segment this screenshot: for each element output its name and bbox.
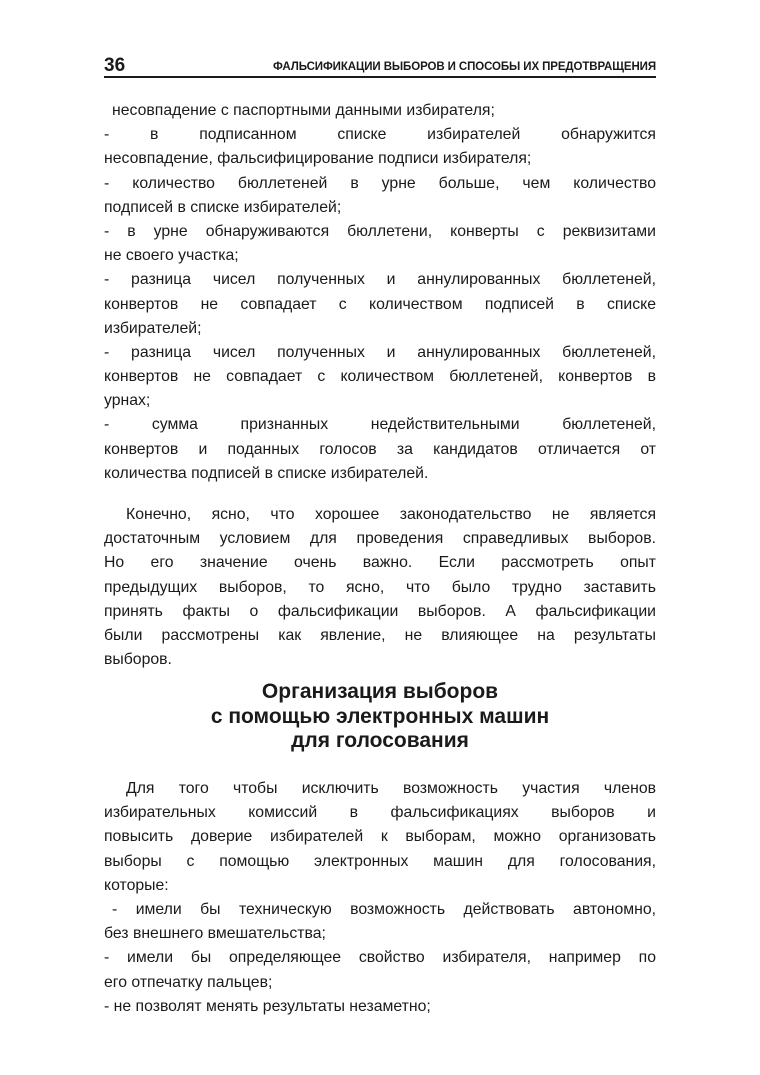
text-line: конвертов не совпадает с количеством подписей в списке	[104, 295, 656, 313]
text-line: принять факты о фальсификации выборов. А фальсификации	[104, 602, 656, 620]
text-line: избирательных комиссий в фальсификациях выборов и	[104, 804, 656, 822]
text-line: несовпадение, фальсифицирование подписи избирателя;	[104, 150, 532, 168]
text-line: Но его значение очень важно. Если рассмотреть опыт	[104, 554, 656, 572]
text-line: выборов.	[104, 651, 172, 669]
text-line: конвертов не совпадает с количеством бюллетеней, конвертов в	[104, 368, 656, 386]
text-line: - имели бы техническую возможность действовать автономно,	[112, 900, 656, 918]
text-line: были рассмотрены как явление, не влияющее на результаты	[104, 626, 656, 644]
text-line: выборы с помощью электронных машин для голосования,	[104, 852, 656, 870]
text-line: - имели бы определяющее свойство избирателя, например по	[104, 949, 656, 967]
text-line: - в подписанном списке избирателей обнаружится	[104, 126, 656, 144]
list-block	[104, 99, 656, 486]
text-line: без внешнего вмешательства;	[104, 925, 326, 943]
page-header	[104, 56, 656, 78]
text-line: - сумма признанных недействительными бюллетеней,	[104, 416, 656, 434]
text-line: повысить доверие избирателей к выборам, можно организовать	[104, 828, 656, 846]
heading-line: Организация выборов	[261, 680, 499, 703]
text-line: Конечно, ясно, что хорошее законодательство не является	[126, 506, 656, 523]
text-line: избирателей;	[104, 319, 202, 337]
text-line: количества подписей в списке избирателей.	[104, 464, 429, 482]
text-line: - в урне обнаруживаются бюллетени, конверты с реквизитами	[104, 222, 656, 240]
paragraph-2	[104, 777, 656, 1019]
paragraph-1	[104, 503, 656, 672]
text-line: не своего участка;	[104, 247, 239, 265]
text-line: несовпадение с паспортными данными избирателя;	[112, 102, 495, 119]
text-line: достаточным условием для проведения справедливых выборов.	[104, 530, 656, 548]
heading-line: с помощью электронных машин	[210, 704, 550, 728]
text-line: его отпечатку пальцев;	[104, 973, 273, 991]
text-line: - не позволят менять результаты незаметно;	[104, 997, 431, 1015]
text-line: подписей в списке избирателей;	[104, 198, 342, 216]
header-rule	[104, 76, 656, 78]
text-line: предыдущих выборов, то ясно, что было трудно заставить	[104, 578, 656, 596]
text-line: которые:	[104, 876, 169, 894]
section-heading	[104, 680, 656, 754]
text-line: - разница чисел полученных и аннулированных бюллетеней,	[104, 343, 656, 361]
text-line: - разница чисел полученных и аннулированных бюллетеней,	[104, 271, 656, 289]
text-line: - количество бюллетеней в урне больше, чем количество	[104, 174, 656, 192]
text-line: урнах;	[104, 392, 151, 410]
running-title: ФАЛЬСИФИКАЦИИ ВЫБОРОВ И СПОСОБЫ ИХ ПРЕДОТВРАЩЕНИЯ	[272, 61, 656, 73]
heading-line: для голосования	[291, 729, 469, 752]
page-number: 36	[104, 55, 126, 76]
text-line: конвертов и поданных голосов за кандидатов отличается от	[104, 440, 656, 458]
text-line: Для того чтобы исключить возможность участия членов	[126, 780, 656, 797]
